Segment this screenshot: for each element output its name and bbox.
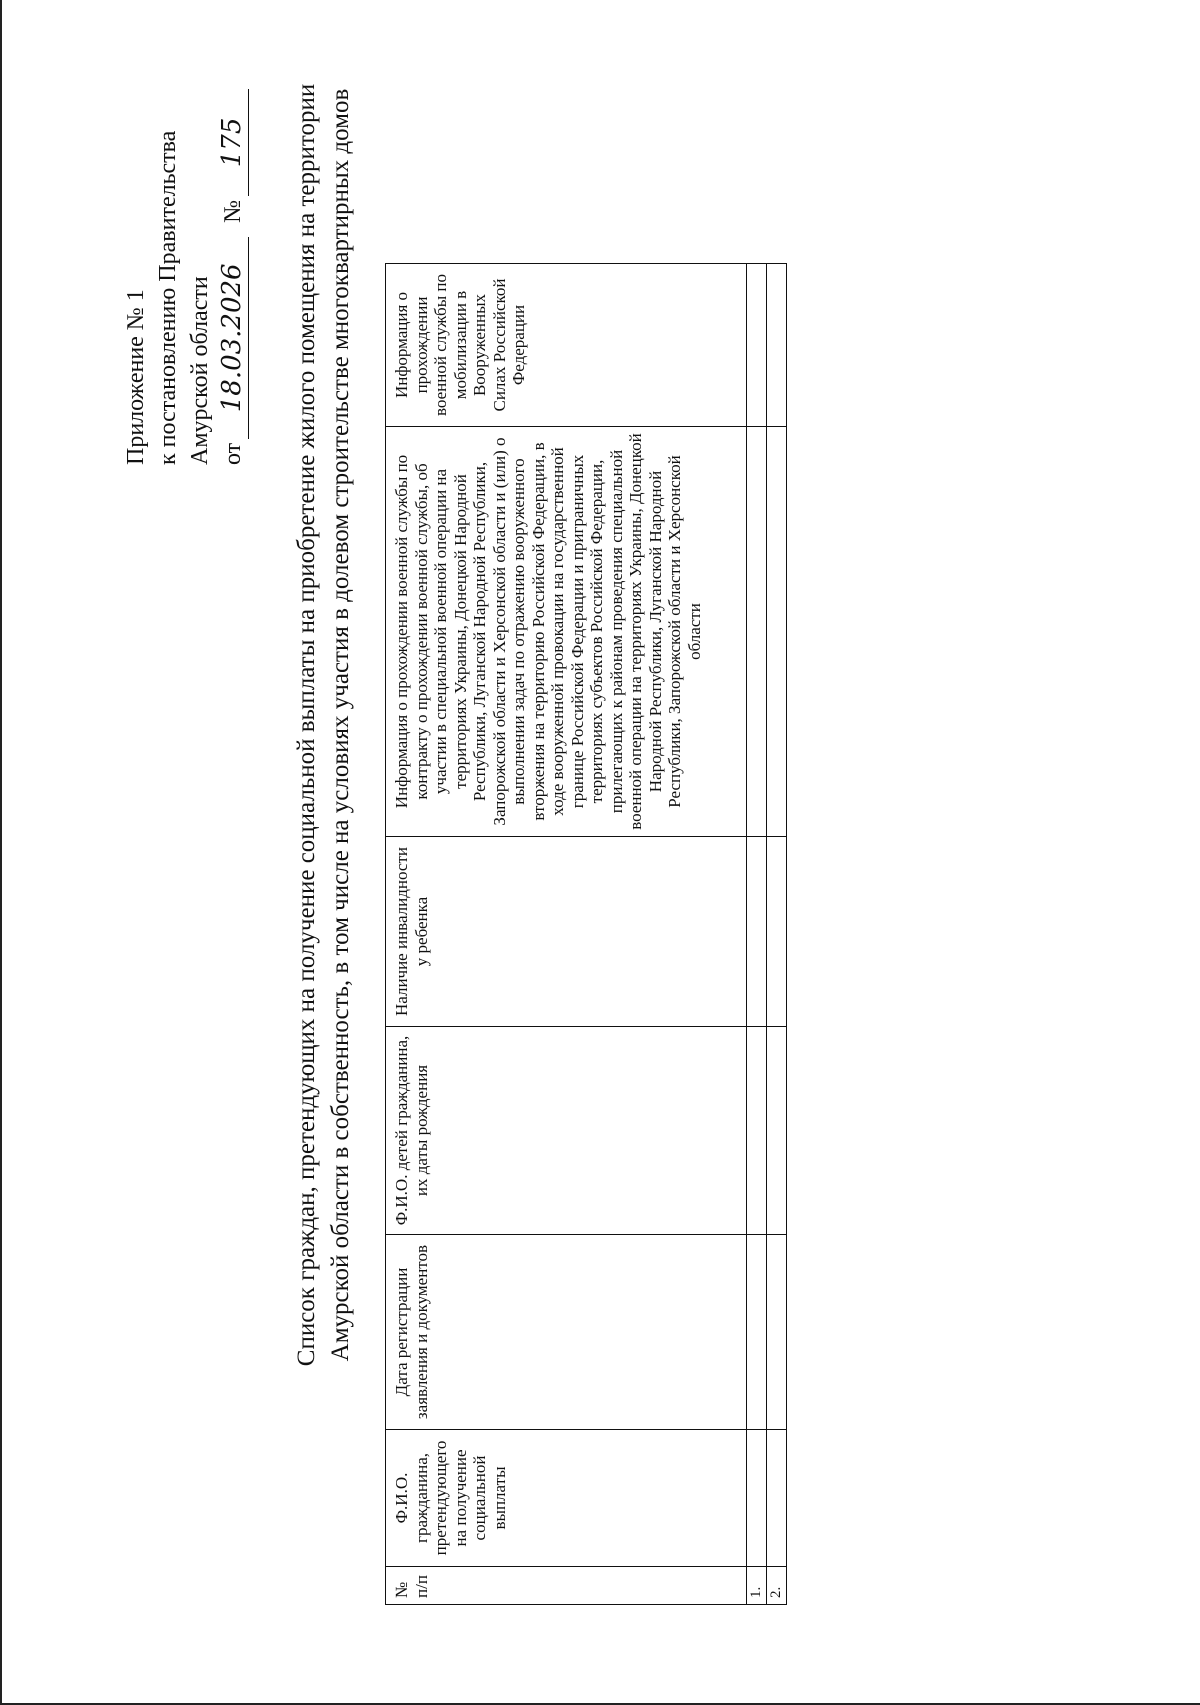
table-cell [747, 264, 767, 427]
appendix-number: Приложение № 1 [123, 289, 149, 465]
column-header-child-disability: Наличие инвалидности у ребенка [386, 837, 747, 1027]
table-cell [767, 837, 787, 1027]
table-cell [747, 1430, 767, 1567]
column-header-children: Ф.И.О. детей гражданина, их даты рождения [386, 1027, 747, 1235]
appendix-reference: к постановлению Правительства [155, 130, 181, 465]
table-cell [747, 837, 767, 1027]
citizens-table [385, 263, 787, 1605]
table-cell [767, 264, 787, 427]
table-row [747, 264, 767, 1605]
column-header-military-service: Информация о прохождении военной службы по контракту о прохождении военной службы, об участии в специальной военной операции на территориях Украины, Донецкой Народной Республики, Луганской Народной Республики, Запорожской области и Херсонской области и (или) о выполнении задач по отражению вооруженного вторжения на территорию Российской Федерации, в ходе вооруженной провокации на государственной границе Российской Федерации и приграничных территориях субъектов Российской Федерации, прилегающих к районам проведения специальной военной операции на территориях Украины, Донецкой Народной Республики, Луганской Народной Республики, Запорожской области и Херсонской области [386, 427, 747, 837]
column-header-registration-date: Дата регистрации заявления и документов [386, 1235, 747, 1430]
table-row [767, 264, 787, 1605]
table-cell [747, 1027, 767, 1235]
table-cell [767, 1027, 787, 1235]
handwritten-date: 18.03.2026 [216, 237, 249, 439]
table-header-row [386, 264, 747, 1605]
title-line-2: Амурской области в собственность, в том числе на условиях участия в долевом строительстве многоквартирных домов [327, 88, 354, 1362]
date-prefix: от [220, 442, 246, 465]
column-header-number: № п/п [386, 1567, 747, 1605]
column-header-full-name: Ф.И.О. гражданина, претендующего на получение социальной выплаты [386, 1430, 747, 1567]
table-cell [767, 1430, 787, 1567]
appendix-date-row [216, 45, 249, 465]
appendix-region: Амурской области [187, 276, 213, 465]
table-cell: 1. [747, 1567, 767, 1605]
number-label: № [220, 199, 246, 223]
table-cell [747, 427, 767, 837]
table-cell: 2. [767, 1567, 787, 1605]
column-header-mobilization: Информация о прохождении военной службы по мобилизации в Вооруженных Силах Российской Федерации [386, 264, 747, 427]
citizens-table-wrap [385, 263, 787, 1605]
table-cell [767, 1235, 787, 1430]
table-cell [767, 427, 787, 837]
handwritten-number: 175 [216, 89, 249, 196]
appendix-header [120, 45, 249, 465]
title-line-1: Список граждан, претендующих на получение социальной выплаты на приобретение жилого помещения на территории [293, 83, 320, 1367]
document-title [290, 45, 358, 1405]
table-cell [747, 1235, 767, 1430]
